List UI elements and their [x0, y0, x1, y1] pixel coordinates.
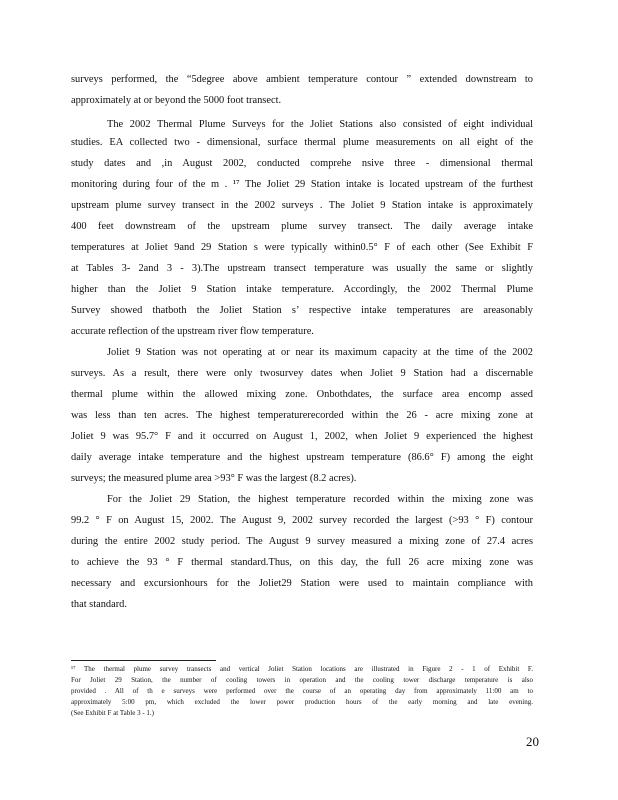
footnote-line: ¹⁷ The thermal plume survey transects and vertical Joliet Station locations are illustrated in Figure 2 - 1 of Exhibit F.	[71, 665, 533, 673]
body-line: Survey showed thatboth the Joliet Station s’ respective intake temperatures are areasonably	[71, 305, 533, 316]
body-line: monitoring during four of the m . ¹⁷ The Joliet 29 Station intake is located upstream of the furthest	[71, 179, 533, 190]
body-line: during the entire 2002 study period. The August 9 survey measured a mixing zone of 27.4 acres	[71, 536, 533, 547]
body-line: thermal plume within the allowed mixing zone. Onbothdates, the surface area encomp assed	[71, 389, 533, 400]
footnote-line: provided . All of th e surveys were performed over the course of an operating day from approximately 11:00 am to	[71, 687, 533, 695]
body-line: study dates and ,in August 2002, conducted comprehe nsive three - dimensional thermal	[71, 158, 533, 169]
body-line: necessary and excursionhours for the Joliet29 Station were used to maintain compliance with	[71, 578, 533, 589]
body-line: temperatures at Joliet 9and 29 Station s were typically within0.5° F of each other (See Exhibit F	[71, 242, 533, 253]
body-line: accurate reflection of the upstream river flow temperature.	[71, 326, 314, 337]
footnote-line: For Joliet 29 Station, the number of cooling towers in operation and the cooling tower discharge temperature is also	[71, 676, 533, 684]
body-line: studies. EA collected two - dimensional, surface thermal plume measurements on all eight of the	[71, 137, 533, 148]
body-line: surveys performed, the “5degree above ambient temperature contour ” extended downstream to	[71, 74, 533, 85]
body-line: that standard.	[71, 599, 127, 610]
footnote-line: approximately 5:00 pm, which excluded the lower power production hours of the early morning and late evening.	[71, 698, 533, 706]
body-line: at Tables 3- 2and 3 - 3).The upstream transect temperature was usually the same or slightly	[71, 263, 533, 274]
body-line: Joliet 9 was 95.7° F and it occurred on August 1, 2002, when Joliet 9 experienced the highest	[71, 431, 533, 442]
body-line: higher than the Joliet 9 Station intake temperature. Accordingly, the 2002 Thermal Plume	[71, 284, 533, 295]
body-line: daily average intake temperature and the highest upstream temperature (86.6° F) among the eight	[71, 452, 533, 463]
footnote-line: (See Exhibit F at Table 3 - 1.)	[71, 709, 154, 717]
body-line: The 2002 Thermal Plume Surveys for the Joliet Stations also consisted of eight individual	[107, 119, 533, 130]
body-line: upstream plume survey transect in the 2002 surveys . The Joliet 9 Station intake is approximately	[71, 200, 533, 211]
body-line: Joliet 9 Station was not operating at or near its maximum capacity at the time of the 2002	[107, 347, 533, 358]
body-line: to achieve the 93 ° F thermal standard.Thus, on this day, the full 26 acre mixing zone was	[71, 557, 533, 568]
body-line: surveys; the measured plume area >93° F was the largest (8.2 acres).	[71, 473, 357, 484]
body-line: approximately at or beyond the 5000 foot transect.	[71, 95, 282, 106]
footnote-separator	[71, 660, 216, 661]
body-line: surveys. As a result, there were only twosurvey dates when Joliet 9 Station had a discernable	[71, 368, 533, 379]
body-line: For the Joliet 29 Station, the highest temperature recorded within the mixing zone was	[107, 494, 533, 505]
page-number: 20	[526, 734, 539, 749]
body-line: was less than ten acres. The highest temperaturerecorded within the 26 - acre mixing zone at	[71, 410, 533, 421]
body-line: 400 feet downstream of the upstream plume survey transect. The daily average intake	[71, 221, 533, 232]
body-line: 99.2 ° F on August 15, 2002. The August 9, 2002 survey recorded the largest (>93 ° F) contour	[71, 515, 533, 526]
